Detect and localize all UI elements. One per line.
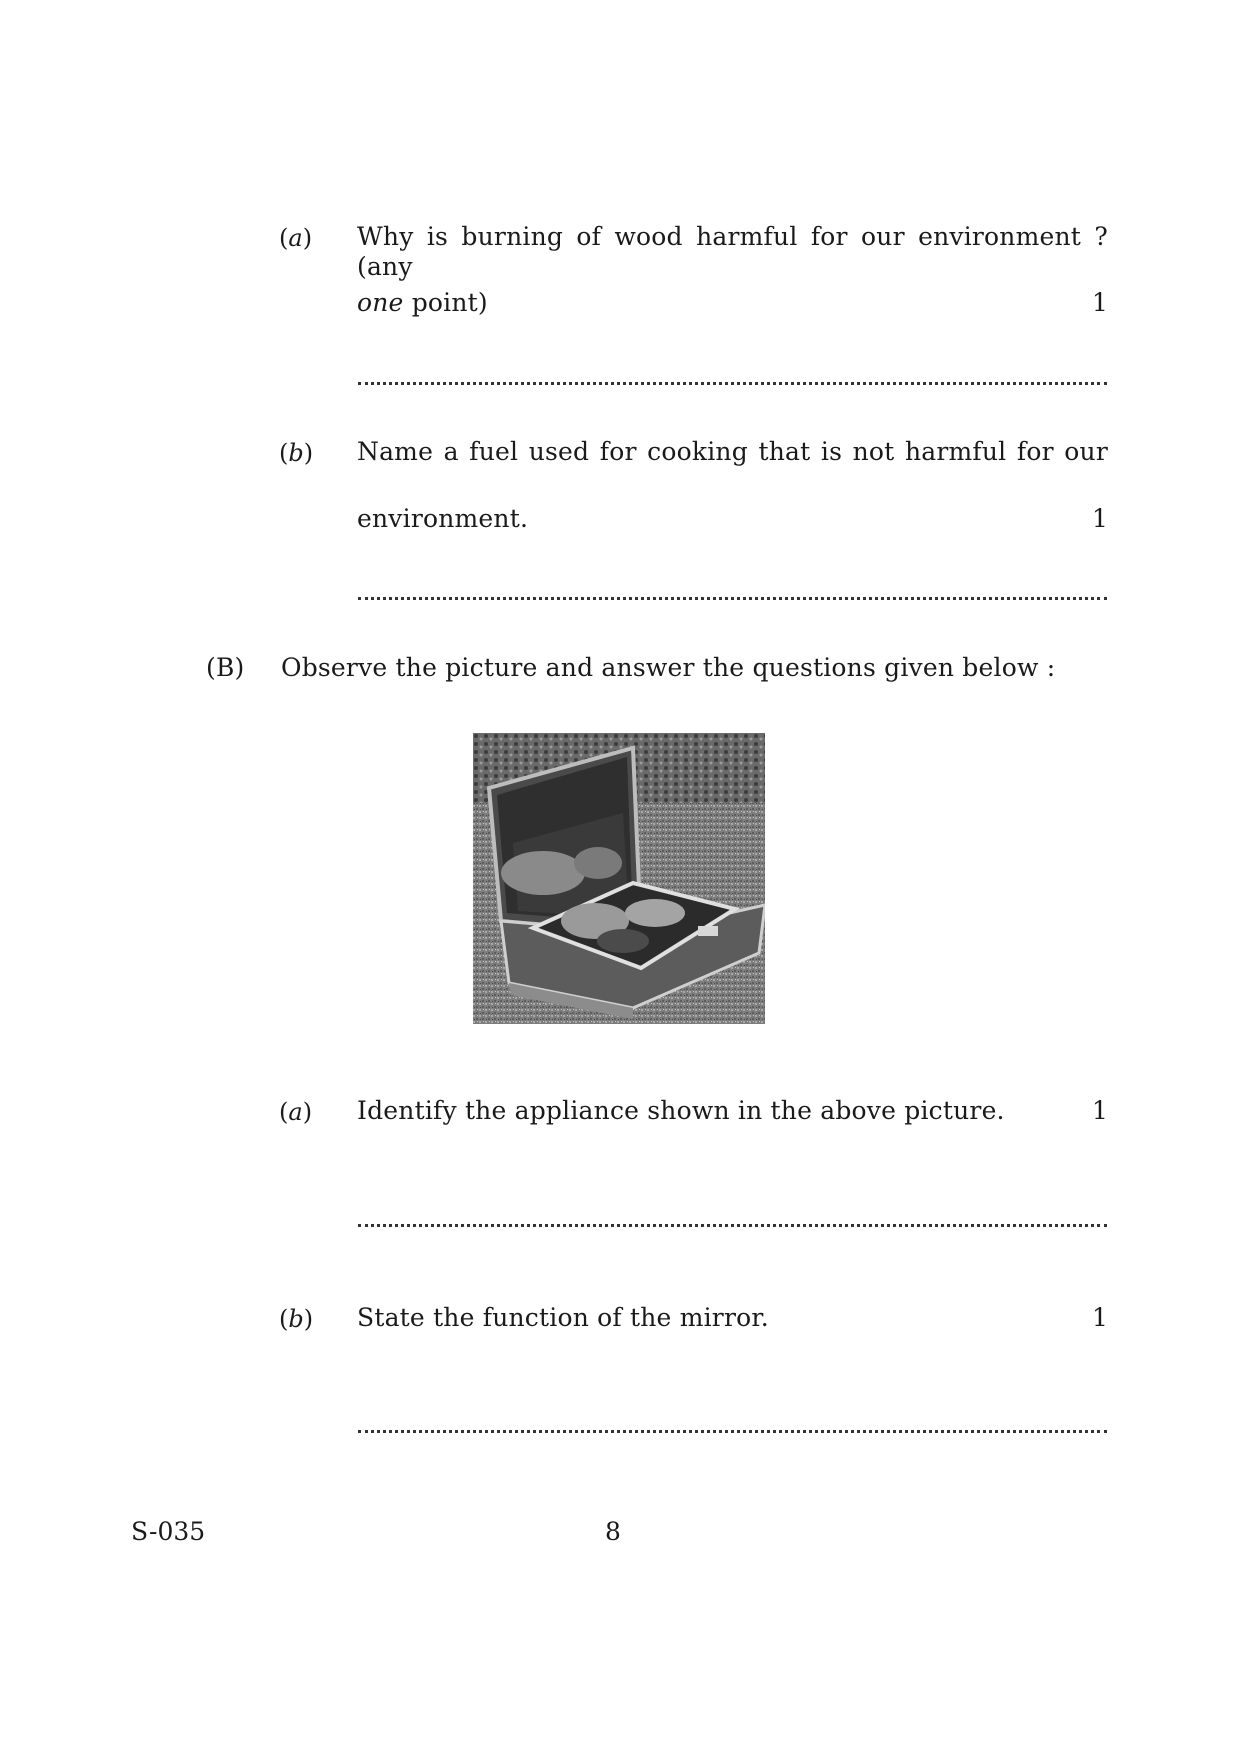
question-b-text-line2: environment. [357,504,529,533]
question-a-text-line2 [357,288,488,318]
section-B-instruction: Observe the picture and answer the questions given below : [281,653,1056,682]
marks-B-b: 1 [1092,1303,1108,1332]
answer-line-a[interactable] [358,382,1107,385]
question-a-text-line1: Why is burning of wood harmful for our environment ? (any [357,222,1108,281]
question-a-text-rest: point) [403,288,488,317]
answer-line-b[interactable] [358,597,1107,600]
paper-code: S-035 [131,1517,206,1546]
question-B-a-text: Identify the appliance shown in the above picture. [357,1096,1005,1125]
answer-line-B-a[interactable] [358,1224,1107,1227]
question-B-b-text: State the function of the mirror. [357,1303,769,1332]
answer-line-B-b[interactable] [358,1430,1107,1433]
marks-b: 1 [1092,504,1108,533]
page-number: 8 [605,1517,621,1546]
question-B-label-b: (b) [279,1305,314,1333]
question-B-label-a: (a) [279,1098,313,1126]
section-label-B: (B) [206,653,245,682]
emphasis-text: one [357,288,404,317]
question-label-a: (a) [279,224,313,252]
solar-cooker-photo [473,733,765,1024]
marks-B-a: 1 [1092,1096,1108,1125]
question-b-text-line1: Name a fuel used for cooking that is not harmful for our [357,437,1108,466]
solar-cooker-icon [473,733,765,1024]
question-label-b: (b) [279,439,314,467]
marks-a: 1 [1092,288,1108,317]
